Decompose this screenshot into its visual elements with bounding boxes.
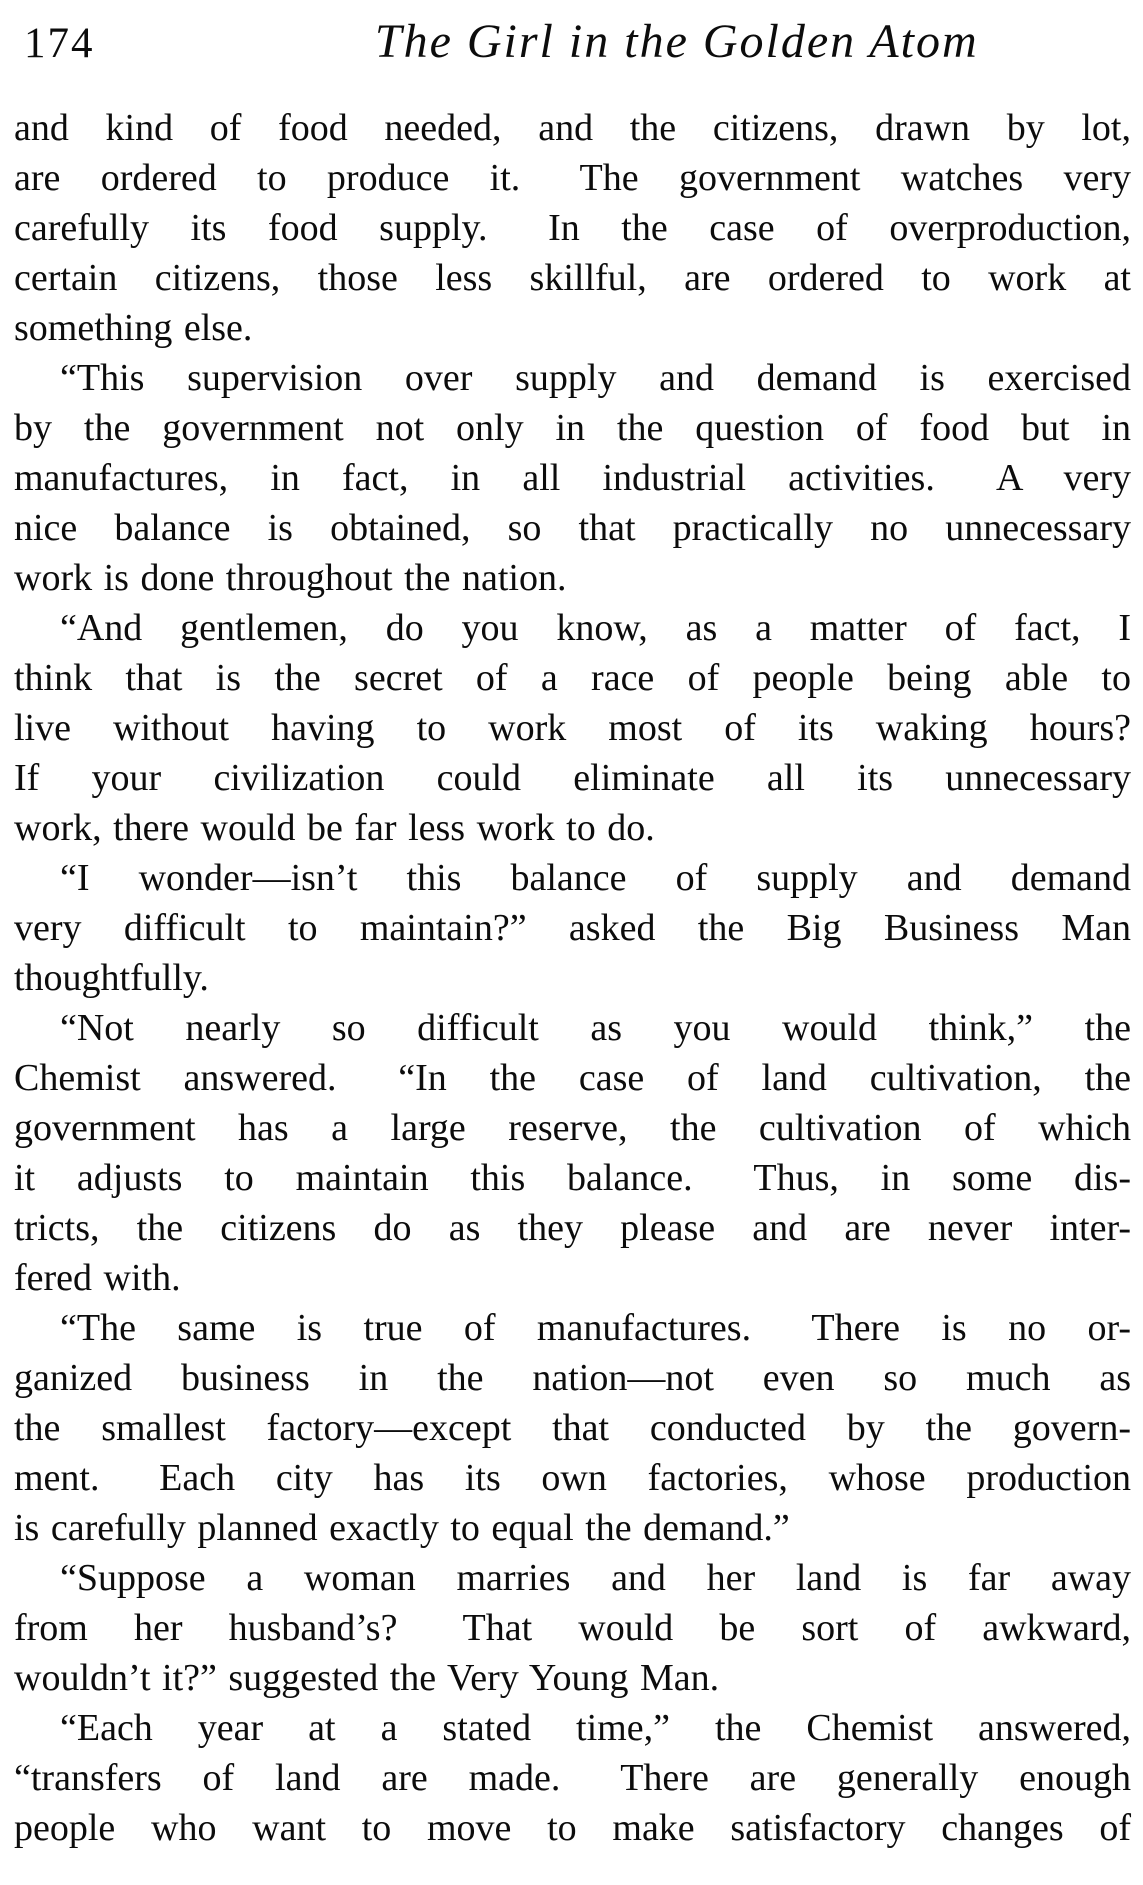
text-line: live without having to work most of its waking hours? xyxy=(14,707,1131,749)
text-line: manufactures, in fact, in all industrial activities. A very xyxy=(14,457,1131,499)
text-line: are ordered to produce it. The government watches very xyxy=(14,157,1131,199)
text-line: “And gentlemen, do you know, as a matter of fact, I xyxy=(60,607,1131,649)
paragraph xyxy=(14,1303,1131,1553)
text-line: fered with. xyxy=(14,1257,181,1299)
text-line: “I wonder—isn’t this balance of supply and demand xyxy=(60,857,1131,899)
page-header xyxy=(0,0,1143,69)
text-line: it adjusts to maintain this balance. Thus, in some dis- xyxy=(14,1157,1131,1199)
text-line: Chemist answered. “In the case of land cultivation, the xyxy=(14,1057,1131,1099)
text-line: “The same is true of manufactures. There is no or- xyxy=(60,1307,1131,1349)
paragraph xyxy=(14,1003,1131,1303)
text-line: “Suppose a woman marries and her land is far away xyxy=(60,1557,1131,1599)
paragraph xyxy=(14,103,1131,353)
text-line: think that is the secret of a race of people being able to xyxy=(14,657,1131,699)
paragraph xyxy=(14,1553,1131,1703)
text-line: ganized business in the nation—not even so much as xyxy=(14,1357,1131,1399)
text-line: carefully its food supply. In the case of overproduction, xyxy=(14,207,1131,249)
text-line: thoughtfully. xyxy=(14,957,209,999)
text-line: work is done throughout the nation. xyxy=(14,557,567,599)
text-line: from her husband’s? That would be sort of awkward, xyxy=(14,1607,1131,1649)
text-line: nice balance is obtained, so that practically no unnecessary xyxy=(14,507,1131,549)
text-line: “Not nearly so difficult as you would think,” the xyxy=(60,1007,1131,1049)
page-number: 174 xyxy=(24,20,95,67)
text-line: people who want to move to make satisfactory changes of xyxy=(14,1807,1131,1849)
text-line: certain citizens, those less skillful, are ordered to work at xyxy=(14,257,1131,299)
paragraph xyxy=(14,1703,1131,1853)
text-line: is carefully planned exactly to equal the demand.” xyxy=(14,1507,790,1549)
paragraph xyxy=(14,853,1131,1003)
page-body xyxy=(0,103,1143,1853)
paragraph xyxy=(14,353,1131,603)
text-line: work, there would be far less work to do. xyxy=(14,807,655,849)
text-line: by the government not only in the question of food but in xyxy=(14,407,1131,449)
text-line: ment. Each city has its own factories, whose production xyxy=(14,1457,1131,1499)
text-line: “This supervision over supply and demand is exercised xyxy=(60,357,1131,399)
text-line: government has a large reserve, the cultivation of which xyxy=(14,1107,1131,1149)
text-line: tricts, the citizens do as they please and are never inter- xyxy=(14,1207,1131,1249)
text-line: something else. xyxy=(14,307,253,349)
text-line: the smallest factory—except that conducted by the govern- xyxy=(14,1407,1131,1449)
text-line: and kind of food needed, and the citizens, drawn by lot, xyxy=(14,107,1131,149)
text-line: very difficult to maintain?” asked the Big Business Man xyxy=(14,907,1131,949)
text-line: “Each year at a stated time,” the Chemist answered, xyxy=(60,1707,1131,1749)
text-line: “transfers of land are made. There are generally enough xyxy=(14,1757,1131,1799)
paragraph xyxy=(14,603,1131,853)
text-line: If your civilization could eliminate all its unnecessary xyxy=(14,757,1131,799)
running-title: The Girl in the Golden Atom xyxy=(374,15,979,68)
text-line: wouldn’t it?” suggested the Very Young Man. xyxy=(14,1657,720,1699)
